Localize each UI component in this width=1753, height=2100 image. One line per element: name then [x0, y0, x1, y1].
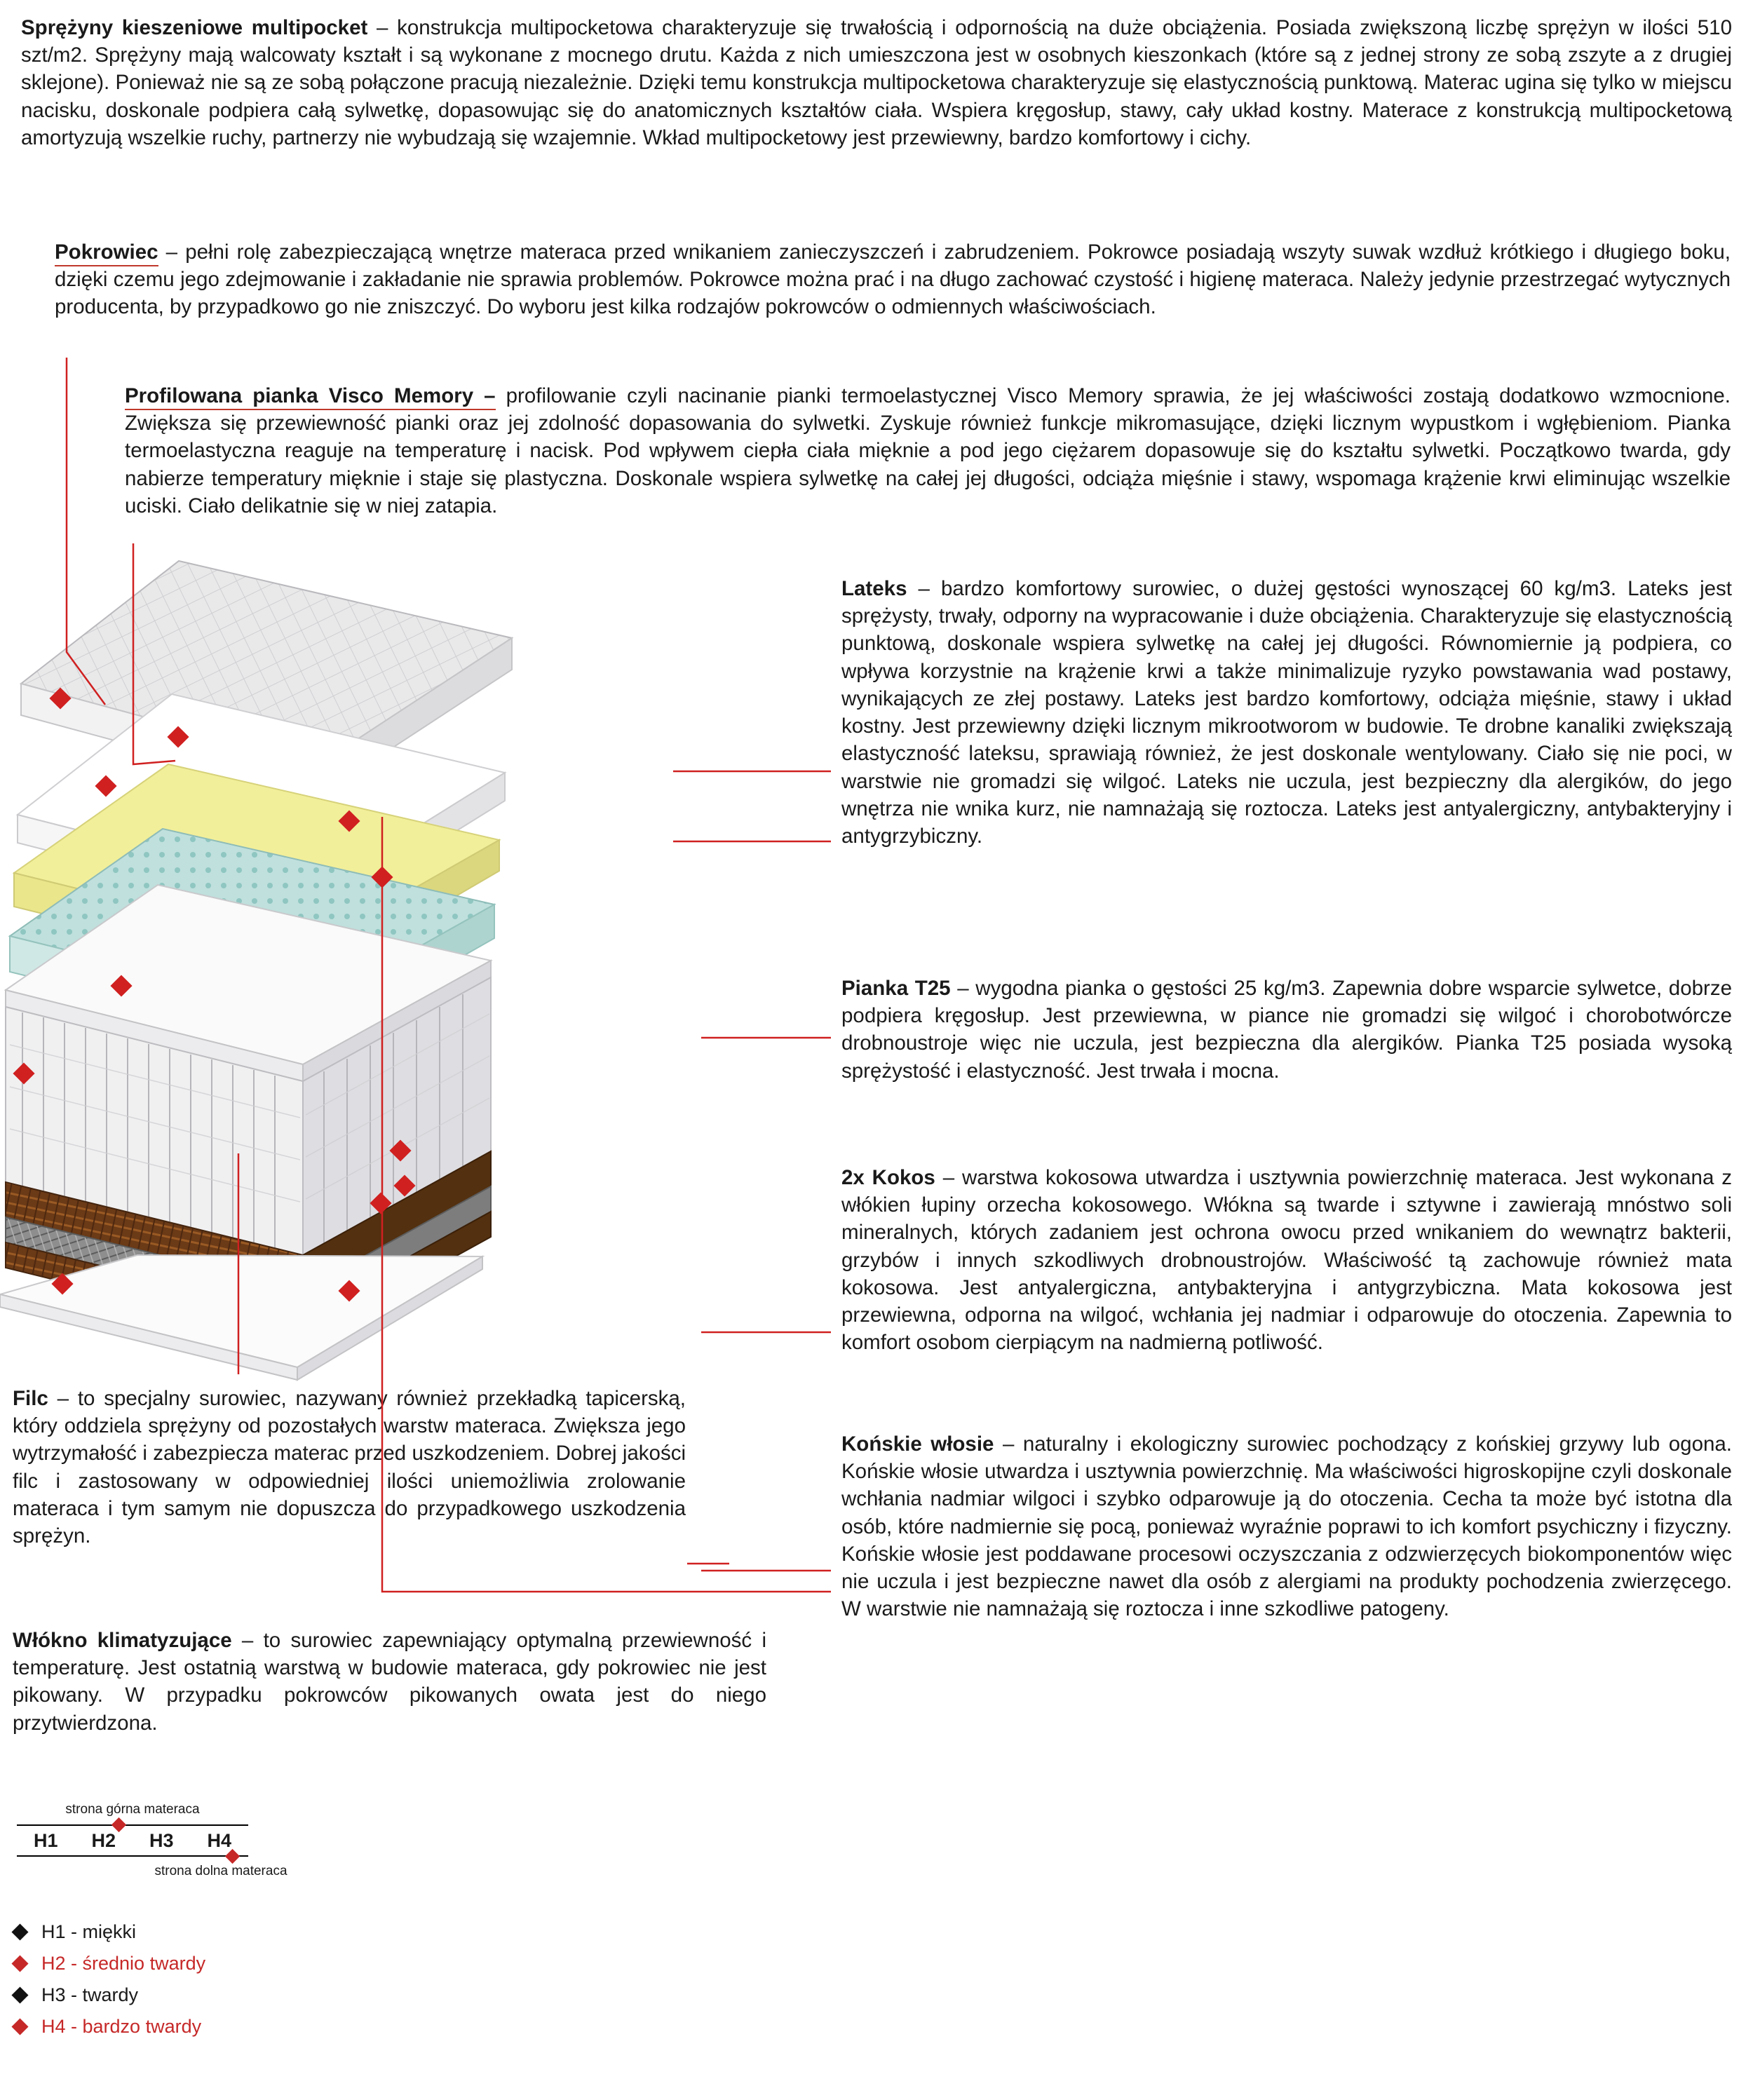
mattress-cutaway-illustration [0, 554, 834, 1381]
diamond-icon [11, 2018, 28, 2035]
body-wlokno: – to surowiec zapewniający optymalną przewiewność i temperaturę. Jest ostatnią warstwą w budowie materaca, gdy pokrowiec nie jest pikowany. W przypadku pokrowców pikowanych owata jest do niego przytwierdzona. [13, 1629, 766, 1735]
paragraph-visco [125, 382, 1731, 520]
body-pokrowiec: – pełni rolę zabezpieczającą wnętrze materaca przed wnikaniem zanieczyszczeń i zabrudzeniem. Pokrowce posiadają wszyty suwak wzdłuż krótkiego i długiego boku, dzięki czemu jego zdejmowanie i zakładanie nie sprawia problemów. Pokrowce można prać i na długo zachować czystość i higienę materaca. Należy jedynie przestrzegać wytycznych producenta, by przypadkowo go nie zniszczyć. Do wyboru jest kilka rodzajów pokrowców o odmiennych właściwościach. [55, 241, 1731, 319]
legend-label-h2: H2 - średnio twardy [41, 1953, 206, 1974]
body-multipocket: – konstrukcja multipocketowa charakteryzuje się trwałością i odpornością na duże obciążenia. Posiada zwiększoną liczbę sprężyn w ilości 510 szt/m2. Sprężyny mają walcowaty kształt i są wykonane z mocnego drutu. Każda z nich umieszczona jest w osobnych kieszonkach (które są z jednej strony ze sobą zszyte a z drugiej sklejone). Ponieważ nie są ze sobą połączone pracują niezależnie. Dzięki temu konstrukcja multipocketowa charakteryzuje się elastycznością punktową. Materac ugina się tylko w miejscu nacisku, doskonale podpiera całą sylwetkę, dopasowując się do anatomicznych kształtów ciała. Wspiera kręgosłup, stawy, cały układ kostny. Materace z konstrukcją multipocketową amortyzują wszelkie ruchy, partnerzy nie wybudzają się wzajemnie. Wkład multipocketowy jest przewiewny, bardzo komfortowy i cichy. [21, 16, 1732, 149]
body-filc: – to specjalny surowiec, nazywany również przekładką tapicerską, który oddziela sprężyny od pozostałych warstw materaca. Zwiększa jego wytrzymałość i zabezpiecza materac przed uszkodzeniem. Dobrej jakości filc i zastosowany w odpowiedniej ilości uniemożliwia zrolowanie materaca i tym samym nie dopuszcza do przypadkowego uszkodzenia sprężyn. [13, 1387, 686, 1548]
paragraph-kokos [841, 1164, 1732, 1357]
hardness-h4: H4 [207, 1829, 231, 1851]
lead-multipocket: Sprężyny kieszeniowe multipocket [21, 16, 368, 39]
paragraph-wlokno-klimatyzujace [13, 1627, 766, 1737]
body-kokos: – warstwa kokosowa utwardza i usztywnia powierzchnię materaca. Jest wykonana z włókien łupiny orzecha kokosowego. Włókna są twarde i sztywne i zawierają mnóstwo soli mineralnych, których zadaniem jest ochrona owocu przed wnikaniem do wewnątrz bakterii, grzybów i innych szkodliwych drobnoustrojów. Właściwość tą zachowuje również mata kokosowa. Jest antyalergiczna, antybakteryjna i antygrzybiczna. Mata kokosowa jest przewiewna, odporna na wilgoć, wchłania jej nadmiar i odparowuje do otoczenia. Zapewnia to komfort osobom cierpiącym na nadmierną potliwość. [841, 1166, 1732, 1355]
paragraph-pianka-t25 [841, 975, 1732, 1085]
legend-item-h1 [14, 1921, 505, 1943]
lead-wlokno: Włókno klimatyzujące [13, 1629, 232, 1652]
body-konskie-wlosie: – naturalny i ekologiczny surowiec pochodzący z końskiej grzywy lub ogona. Końskie włosie utwardza i usztywnia powierzchnię. Ma właściwości higroskopijne czyli doskonale wchłania nadmiar wilgoci i szybko odparowuje ją do otoczenia. Cecha ta może być istotna dla osób, które nadmiernie się pocą, ponieważ wyraźnie poprawi to ich komfort psychiczny i fizyczny. Końskie włosie jest poddawane procesowi oczyszczania z odzwierzęcych biokomponentów więc nie uczula i jest bezpieczne nawet dla osób z alergiami na produkty pochodzenia zwierzęcego. W warstwie nie namnażają się roztocza i inne szkodliwe patogeny. [841, 1432, 1732, 1621]
lead-konskie-wlosie: Końskie włosie [841, 1432, 994, 1456]
lead-pokrowiec: Pokrowiec [55, 241, 158, 266]
hardness-bottom-label: strona dolna materaca [154, 1864, 287, 1878]
legend-label-h3: H3 - twardy [41, 1984, 139, 2005]
paragraph-multipocket [21, 14, 1732, 151]
paragraph-lateks [841, 575, 1732, 850]
legend-item-h2 [14, 1953, 505, 1974]
diamond-icon [11, 1923, 28, 1940]
hardness-top-label: strona górna materaca [65, 1802, 200, 1817]
paragraph-konskie-wlosie [841, 1430, 1732, 1623]
hardness-h3: H3 [149, 1829, 174, 1851]
body-pianka-t25: – wygodna pianka o gęstości 25 kg/m3. Zapewnia dobre wsparcie sylwetce, dobrze podpiera kręgosłup. Jest przewiewna, w piance nie gromadzi się wilgoć i chorobotwórcze drobnoustroje więc nie uczula, jest bezpieczna dla alergików. Pianka T25 posiada wysoką sprężystość i elastyczność. Jest trwała i mocna. [841, 977, 1732, 1083]
hardness-h2: H2 [91, 1829, 116, 1851]
hardness-h1: H1 [33, 1829, 58, 1851]
body-lateks: – bardzo komfortowy surowiec, o dużej gęstości wynoszącej 60 kg/m3. Lateks jest sprężysty, trwały, odporny na wypracowanie i duże obciążenia. Charakteryzuje się elastycznością punktową, doskonale wspiera sylwetkę na całej jej długości. Równomiernie ją podpiera, co wpływa korzystnie na krążenie krwi a także minimalizuje ryzyko powstawania wad postawy, wynikających ze złej postawy. Lateks jest bardzo komfortowy, odciąża mięśnie, stawy i układ kostny. Jest przewiewny dzięki licznym mikrootworom w budowie. Te drobne kanaliki zwiększają elastyczność lateksu, sprawiają również, że jest doskonale wentylowany. Ciało się nie poci, w warstwie nie gromadzi się wilgoć. Lateks nie uczula, jest bezpieczny dla alergików, do jego wnętrza nie wnika kurz, nie namnażają się roztocza. Lateks jest antyalergiczny, antybakteryjny i antygrzybiczny. [841, 577, 1732, 848]
lead-pianka-t25: Pianka T25 [841, 977, 951, 1000]
paragraph-filc [13, 1385, 686, 1550]
legend-item-h3 [14, 1984, 505, 2006]
hardness-scale [14, 1802, 407, 1879]
diamond-icon [11, 1955, 28, 1972]
lead-lateks: Lateks [841, 577, 907, 600]
body-visco: profilowanie czyli nacinanie pianki termoelastycznej Visco Memory sprawia, że jej właściwości zostają dodatkowo wzmocnione. Zwiększa się przewiewność pianki oraz jej zdolność dopasowania do sylwetki. Zyskuje również funkcje mikromasujące, dzięki licznym wypustkom i wgłębieniom. Pianka termoelastyczna reaguje na temperaturę i nacisk. Pod wpływem ciepła ciała mięknie a pod jego ciężarem dopasowuje się do kształtu sylwetki. Początkowo twarda, gdy nabierze temperatury mięknie i staje się plastyczna. Doskonale wspiera sylwetkę na całej jej długości, odciąża mięśnie i stawy, wspomaga krążenie krwi eliminując wszelkie uciski. Ciało delikatnie się w niej zatapia. [125, 384, 1731, 517]
lead-visco: Profilowana pianka Visco Memory – [125, 384, 496, 410]
hardness-bar [17, 1824, 248, 1857]
paragraph-pokrowiec [55, 238, 1731, 321]
legend-label-h1: H1 - miękki [41, 1921, 137, 1942]
legend-item-h4 [14, 2016, 505, 2038]
lead-filc: Filc [13, 1387, 48, 1410]
lead-kokos: 2x Kokos [841, 1166, 935, 1189]
hardness-legend [14, 1921, 505, 2047]
diamond-icon [11, 1986, 28, 2003]
layer-climate-fibre [0, 1255, 482, 1380]
legend-label-h4: H4 - bardzo twardy [41, 2016, 202, 2037]
